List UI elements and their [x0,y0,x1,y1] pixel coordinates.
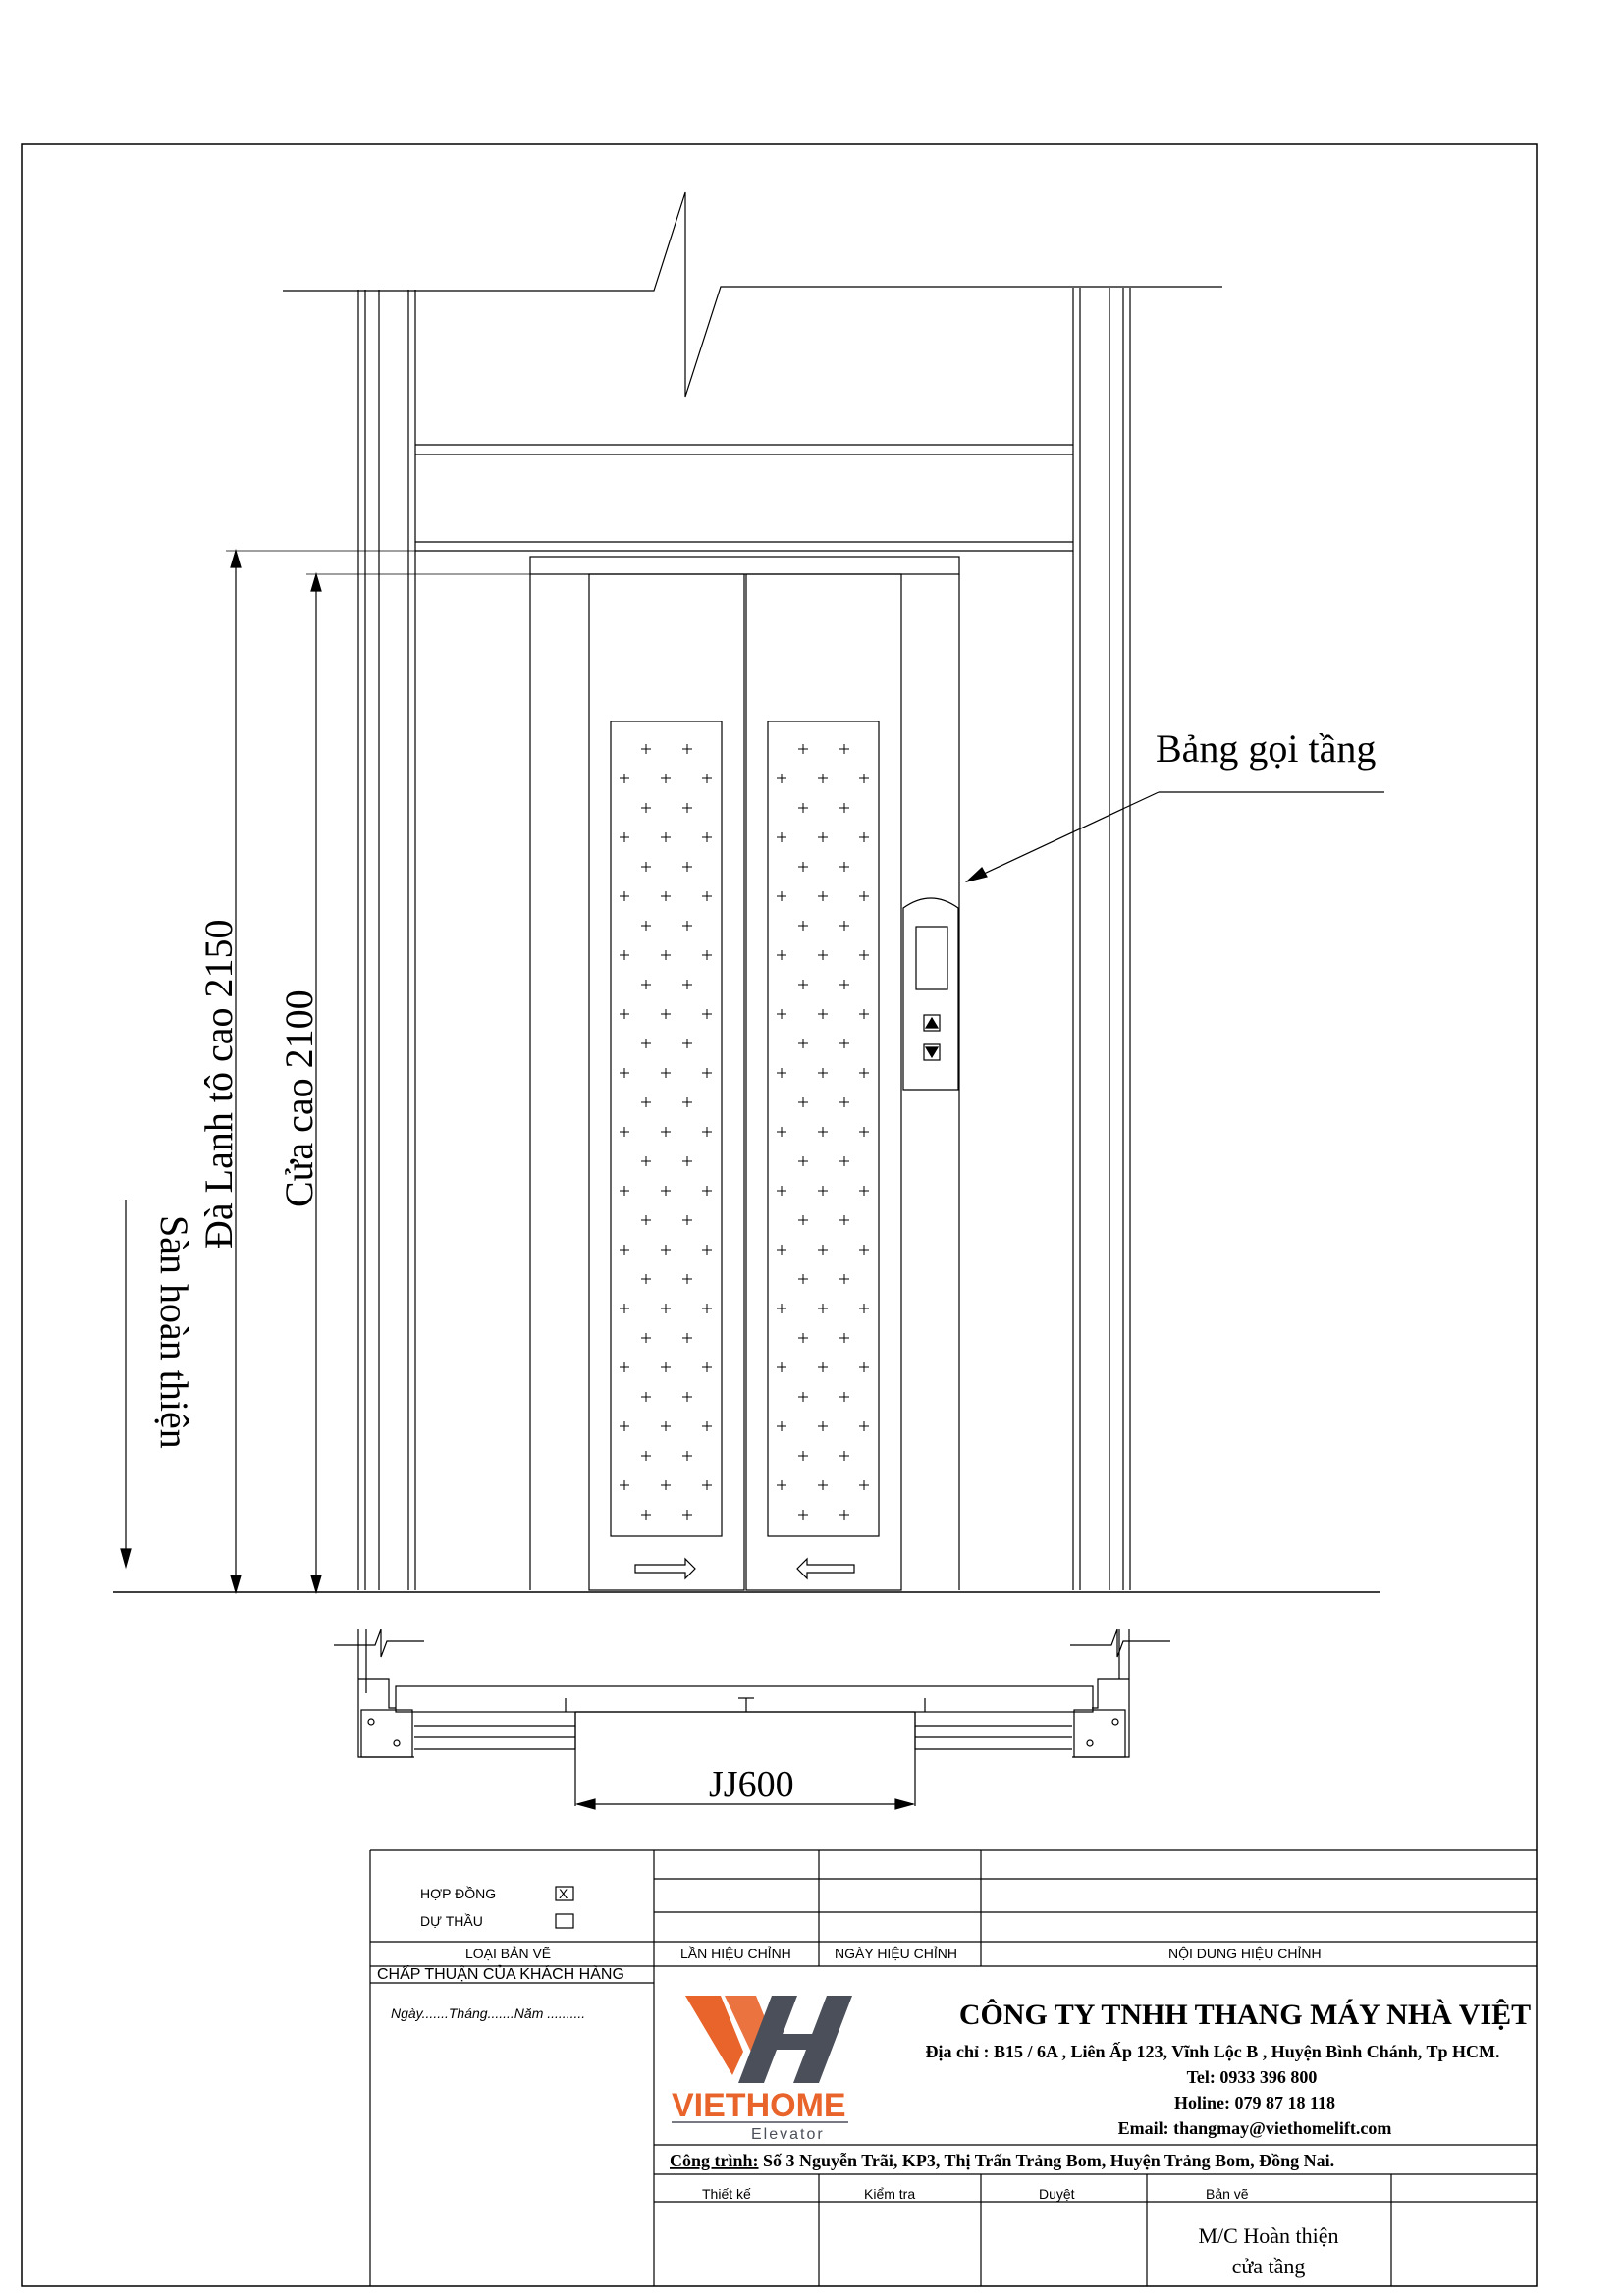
glass-pattern-mark [839,744,849,754]
duyet-label: Duyệt [1039,2186,1075,2202]
glass-pattern-mark [777,950,786,960]
open-arrow-right-icon [635,1559,695,1578]
glass-pattern-mark [818,774,828,783]
glass-pattern-mark [682,921,692,931]
glass-pattern-mark [798,744,808,754]
glass-pattern-mark [818,891,828,901]
glass-pattern-mark [682,1215,692,1225]
glass-pattern-mark [818,1186,828,1196]
left-glass-pattern [620,744,712,1520]
glass-pattern-mark [798,1039,808,1048]
lintel-panel [415,445,1073,551]
noi-dung-hieu-chinh-label: NỘI DUNG HIỆU CHỈNH [1168,1946,1322,1961]
glass-pattern-mark [798,1333,808,1343]
glass-pattern-mark [839,1215,849,1225]
glass-pattern-mark [661,1009,671,1019]
call-panel [903,898,958,1090]
company-address: Địa chỉ : B15 / 6A , Liên Ấp 123, Vĩnh Lộc B , Huyện Bình Chánh, Tp HCM. [925,2042,1500,2061]
glass-pattern-mark [798,921,808,931]
right-column [1073,288,1130,1590]
project-label: Công trình: [670,2151,759,2170]
glass-pattern-mark [859,1421,869,1431]
company-email: Email: thangmay@viethomelift.com [1117,2118,1392,2138]
call-panel-display [916,927,947,989]
glass-pattern-mark [661,1304,671,1313]
glass-pattern-mark [682,744,692,754]
logo-subtitle: Elevator [751,2126,825,2143]
glass-pattern-mark [702,1480,712,1490]
glass-pattern-mark [839,862,849,872]
glass-pattern-mark [777,1480,786,1490]
viethome-logo [685,1996,852,2083]
lintel-height-label: Đà Lanh tô cao 2150 [196,919,241,1249]
glass-pattern-mark [620,1362,629,1372]
glass-pattern-mark [798,980,808,989]
glass-pattern-mark [661,1245,671,1255]
glass-pattern-mark [777,1421,786,1431]
glass-pattern-mark [641,1156,651,1166]
glass-pattern-mark [682,1156,692,1166]
glass-pattern-mark [702,891,712,901]
glass-pattern-mark [818,1421,828,1431]
glass-pattern-mark [798,1451,808,1461]
glass-pattern-mark [620,1480,629,1490]
drawing-title-line2: cửa tầng [1231,2254,1306,2278]
glass-pattern-mark [777,891,786,901]
glass-pattern-mark [839,1097,849,1107]
glass-pattern-mark [859,774,869,783]
company-tel: Tel: 0933 396 800 [1186,2067,1318,2087]
glass-pattern-mark [641,803,651,813]
glass-pattern-mark [682,1510,692,1520]
glass-pattern-mark [702,774,712,783]
glass-pattern-mark [818,950,828,960]
hop-dong-label: HỢP ĐỒNG [420,1886,497,1901]
glass-pattern-mark [661,1186,671,1196]
glass-pattern-mark [641,1039,651,1048]
thiet-ke-label: Thiết kế [702,2186,751,2202]
glass-pattern-mark [682,1097,692,1107]
glass-pattern-mark [777,1068,786,1078]
glass-pattern-mark [818,1068,828,1078]
glass-pattern-mark [798,803,808,813]
ngay-hieu-chinh-label: NGÀY HIỆU CHỈNH [835,1946,957,1961]
glass-pattern-mark [839,1039,849,1048]
glass-pattern-mark [777,1186,786,1196]
glass-pattern-mark [859,1127,869,1137]
glass-pattern-mark [859,1068,869,1078]
glass-pattern-mark [661,1068,671,1078]
title-block [370,1850,1537,2286]
company-hotline: Holine: 079 87 18 118 [1173,2093,1336,2112]
glass-pattern-mark [818,1480,828,1490]
glass-pattern-mark [661,1127,671,1137]
open-arrow-left-icon [797,1559,854,1578]
glass-pattern-mark [682,1451,692,1461]
glass-pattern-mark [818,1127,828,1137]
right-glass-pattern [777,744,869,1520]
dimension-floor [121,1200,131,1567]
glass-pattern-mark [661,891,671,901]
right-wall-plan [1070,1629,1170,1757]
glass-pattern-mark [702,1421,712,1431]
glass-pattern-mark [641,1392,651,1402]
right-door-leaf [746,574,901,1590]
glass-pattern-mark [839,1392,849,1402]
glass-pattern-mark [661,1362,671,1372]
glass-pattern-mark [620,950,629,960]
glass-pattern-mark [839,980,849,989]
glass-pattern-mark [859,950,869,960]
glass-pattern-mark [620,1127,629,1137]
loai-ban-ve-label: LOẠI BẢN VẼ [465,1946,552,1961]
glass-pattern-mark [641,1274,651,1284]
glass-pattern-mark [839,1333,849,1343]
glass-pattern-mark [777,832,786,842]
glass-pattern-mark [661,950,671,960]
finished-floor-label: Sàn hoàn thiện [152,1215,196,1449]
glass-pattern-mark [641,862,651,872]
glass-pattern-mark [620,774,629,783]
glass-pattern-mark [818,1362,828,1372]
lan-hieu-chinh-label: LẦN HIỆU CHỈNH [680,1946,791,1961]
glass-pattern-mark [859,891,869,901]
glass-pattern-mark [798,1156,808,1166]
glass-pattern-mark [818,1245,828,1255]
glass-pattern-mark [839,803,849,813]
glass-pattern-mark [641,1451,651,1461]
project-address: Số 3 Nguyễn Trãi, KP3, Thị Trấn Trảng Bom, Huyện Trảng Bom, Đồng Nai. [758,2151,1335,2170]
glass-pattern-mark [702,1245,712,1255]
glass-pattern-mark [818,1009,828,1019]
glass-pattern-mark [839,1451,849,1461]
call-panel-label: Bảng gọi tầng [1156,726,1377,771]
sheet-border [22,144,1537,2286]
glass-pattern-mark [702,832,712,842]
drawing-title-line1: M/C Hoàn thiện [1198,2223,1339,2248]
glass-pattern-mark [682,1392,692,1402]
glass-pattern-mark [798,1215,808,1225]
door-sill [396,1686,1093,1712]
glass-pattern-mark [798,1392,808,1402]
glass-pattern-mark [620,1421,629,1431]
glass-pattern-mark [777,1009,786,1019]
project-info [670,2151,1334,2170]
left-door-leaf [589,574,744,1590]
glass-pattern-mark [682,1039,692,1048]
glass-pattern-mark [859,1304,869,1313]
glass-pattern-mark [798,1274,808,1284]
glass-pattern-mark [641,1510,651,1520]
glass-pattern-mark [777,1245,786,1255]
glass-pattern-mark [859,1480,869,1490]
glass-pattern-mark [620,1068,629,1078]
glass-pattern-mark [777,1127,786,1137]
glass-pattern-mark [702,1304,712,1313]
glass-pattern-mark [702,950,712,960]
chap-thuan-label: CHẤP THUẬN CỦA KHÁCH HÀNG [377,1966,624,1983]
wall-break-line [283,192,1222,397]
glass-pattern-mark [777,1362,786,1372]
glass-pattern-mark [798,1097,808,1107]
date-placeholder: Ngày.......Tháng.......Năm .......... [391,2005,586,2021]
glass-pattern-mark [661,1421,671,1431]
glass-pattern-mark [839,1274,849,1284]
glass-pattern-mark [777,774,786,783]
glass-pattern-mark [682,980,692,989]
glass-pattern-mark [702,1127,712,1137]
logo-wordmark: VIETHOME [672,2087,846,2124]
du-thau-label: DỰ THẦU [420,1913,483,1929]
glass-pattern-mark [859,1186,869,1196]
glass-pattern-mark [798,862,808,872]
glass-pattern-mark [818,1304,828,1313]
glass-pattern-mark [839,1156,849,1166]
glass-pattern-mark [620,1245,629,1255]
glass-pattern-mark [798,1510,808,1520]
glass-pattern-mark [859,832,869,842]
glass-pattern-mark [620,832,629,842]
glass-pattern-mark [859,1362,869,1372]
opening-width-label: JJ600 [709,1764,794,1805]
company-name: CÔNG TY TNHH THANG MÁY NHÀ VIỆT [958,1999,1532,2031]
glass-pattern-mark [661,774,671,783]
dimension-lintel [226,551,530,1592]
glass-pattern-mark [859,1009,869,1019]
glass-pattern-mark [641,744,651,754]
kiem-tra-label: Kiểm tra [864,2186,916,2202]
glass-pattern-mark [620,1009,629,1019]
glass-pattern-mark [839,921,849,931]
glass-pattern-mark [620,1186,629,1196]
left-wall-plan [334,1629,424,1757]
glass-pattern-mark [641,1215,651,1225]
door-height-label: Cửa cao 2100 [277,989,321,1207]
glass-pattern-mark [818,832,828,842]
glass-pattern-mark [641,1333,651,1343]
glass-pattern-mark [620,891,629,901]
du-thau-checkbox [556,1914,573,1928]
glass-pattern-mark [702,1186,712,1196]
glass-pattern-mark [641,980,651,989]
glass-pattern-mark [702,1068,712,1078]
glass-pattern-mark [641,1097,651,1107]
glass-pattern-mark [702,1362,712,1372]
glass-pattern-mark [859,1245,869,1255]
glass-pattern-mark [641,921,651,931]
glass-pattern-mark [777,1304,786,1313]
dimension-door [306,574,530,1592]
glass-pattern-mark [682,862,692,872]
glass-pattern-mark [682,1333,692,1343]
glass-pattern-mark [661,1480,671,1490]
ban-ve-label: Bản vẽ [1206,2186,1249,2202]
hop-dong-mark: X [559,1886,568,1901]
glass-pattern-mark [682,1274,692,1284]
glass-pattern-mark [620,1304,629,1313]
glass-pattern-mark [839,1510,849,1520]
glass-pattern-mark [682,803,692,813]
left-column [358,290,415,1590]
glass-pattern-mark [702,1009,712,1019]
glass-pattern-mark [661,832,671,842]
door-elevation [113,192,1384,1592]
